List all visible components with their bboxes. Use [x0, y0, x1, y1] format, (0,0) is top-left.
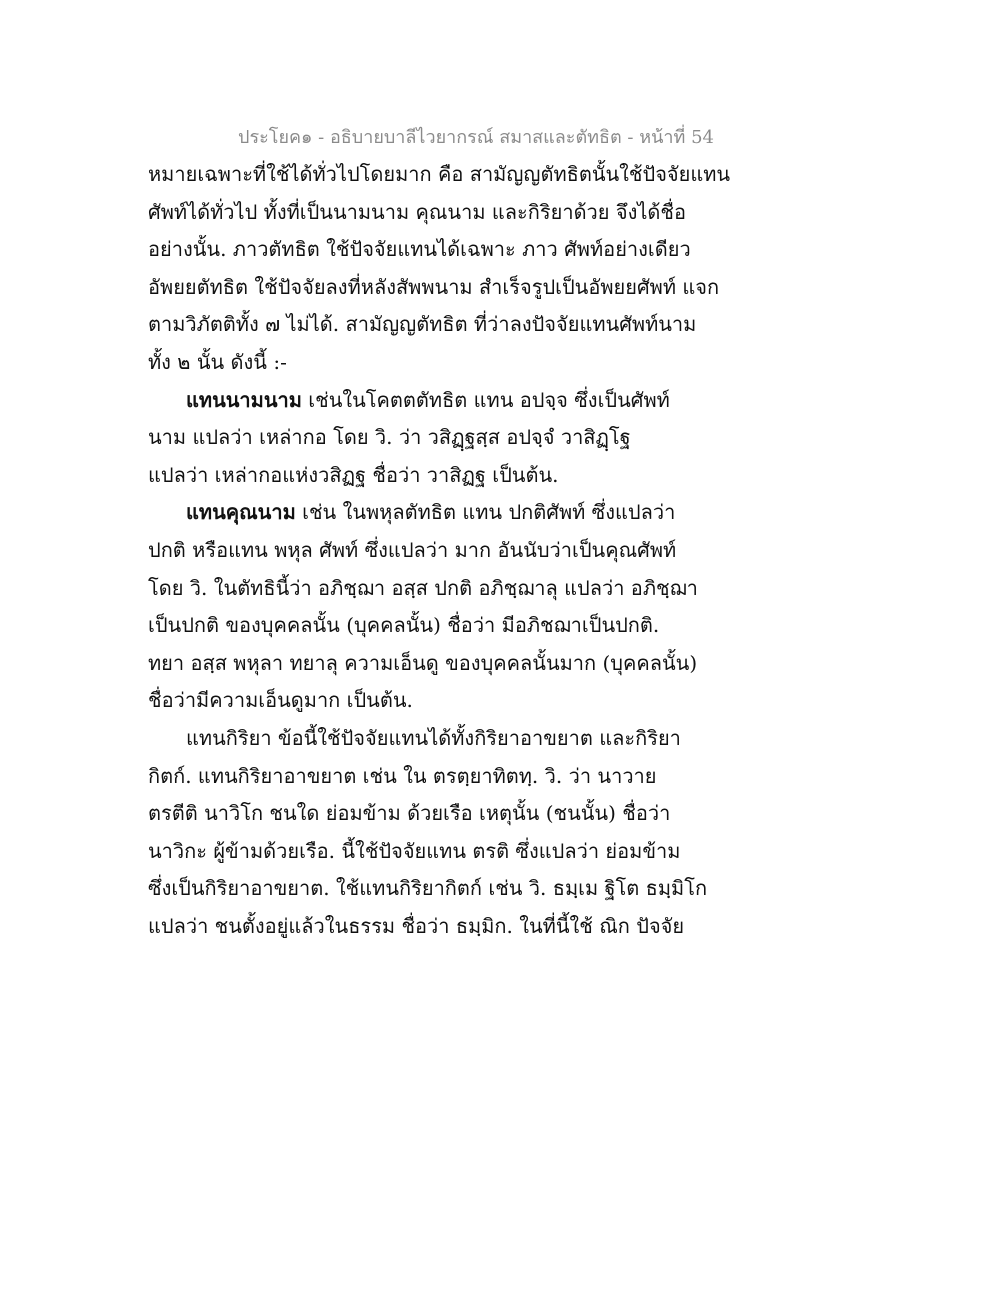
text-run: เช่น ในพหุลตัทธิต แทน ปกติศัพท์ ซึ่งแปลว่า — [295, 500, 676, 525]
text-line: กิตก์. แทนกิริยาอาขยาต เช่น ใน ตรตฺยาทิตทฺ. วิ. ว่า นาวาย — [148, 763, 657, 788]
text-line: หมายเฉพาะที่ใช้ได้ทั่วไปโดยมาก คือ สามัญญตัทธิตนั้นใช้ปัจจัยแทน — [148, 162, 731, 186]
text-line: แปลว่า เหล่ากอแห่งวสิฏฐ ชื่อว่า วาสิฏฐ เป็นต้น. — [148, 462, 559, 487]
running-header: ประโยค๑ - อธิบายบาลีไวยากรณ์ สมาสและตัทธิต - หน้าที่ 54 — [238, 127, 714, 148]
text-line: อย่างนั้น. ภาวตัทธิต ใช้ปัจจัยแทนได้เฉพาะ ภาว ศัพท์อย่างเดียว — [148, 237, 691, 262]
text-line: ซึ่งเป็นกิริยาอาขยาต. ใช้แทนกิริยากิตก์ เช่น วิ. ธมฺเม ฐิโต ธมฺมิโก — [148, 876, 708, 901]
text-line: ตรตีติ นาวิโก ชนใด ย่อมข้าม ด้วยเรือ เหตุนั้น (ชนนั้น) ชื่อว่า — [148, 801, 671, 826]
text-line: ชื่อว่ามีความเอ็นดูมาก เป็นต้น. — [148, 688, 413, 713]
text-line: โดย วิ. ในตัทธินี้ว่า อภิชฺฌา อสฺส ปกติ อภิชฺฌาลุ แปลว่า อภิชฺฌา — [148, 575, 698, 600]
text-line: ตามวิภัตติทั้ง ๗ ไม่ได้. สามัญญตัทธิต ที่ว่าลงปัจจัยแทนศัพท์นาม — [148, 312, 697, 337]
text-line: ทยา อสฺส พหุลา ทยาลุ ความเอ็นดู ของบุคคลนั้นมาก (บุคคลนั้น) — [148, 650, 698, 675]
text-line: ศัพท์ได้ทั่วไป ทั้งที่เป็นนามนาม คุณนาม และกิริยาด้วย จึงได้ชื่อ — [148, 199, 686, 224]
section-heading-adjective: แทนคุณนาม — [186, 500, 296, 525]
text-line: นาม แปลว่า เหล่ากอ โดย วิ. ว่า วสิฏฺฐสฺส อปจฺจํ วาสิฏฺโฐ — [148, 425, 631, 450]
paragraph-first-line — [148, 494, 748, 532]
text-run: เช่นในโคตตตัทธิต แทน อปจฺจ ซึ่งเป็นศัพท์ — [301, 387, 670, 412]
text-line: ปกติ หรือแทน พหุล ศัพท์ ซึ่งแปลว่า มาก อันนับว่าเป็นคุณศัพท์ — [148, 537, 677, 562]
body-text — [148, 156, 748, 945]
text-line: อัพยยตัทธิต ใช้ปัจจัยลงที่หลังสัพพนาม สำเร็จรูปเป็นอัพยยศัพท์ แจก — [148, 274, 720, 299]
text-line: ทั้ง ๒ นั้น ดังนี้ :- — [148, 349, 287, 374]
section-heading-noun: แทนนามนาม — [186, 387, 302, 412]
text-line: นาวิกะ ผู้ข้ามด้วยเรือ. นี้ใช้ปัจจัยแทน ตรติ ซึ่งแปลว่า ย่อมข้าม — [148, 838, 681, 863]
paragraph-first-line: แทนกิริยา ข้อนี้ใช้ปัจจัยแทนได้ทั้งกิริยาอาขยาต และกิริยา — [186, 725, 681, 750]
paragraph-first-line — [148, 382, 748, 420]
text-line: เป็นปกติ ของบุคคลนั้น (บุคคลนั้น) ชื่อว่า มีอภิชฌาเป็นปกติ. — [148, 613, 660, 638]
text-line: แปลว่า ชนตั้งอยู่แล้วในธรรม ชื่อว่า ธมฺมิก. ในที่นี้ใช้ ณิก ปัจจัย — [148, 913, 685, 938]
